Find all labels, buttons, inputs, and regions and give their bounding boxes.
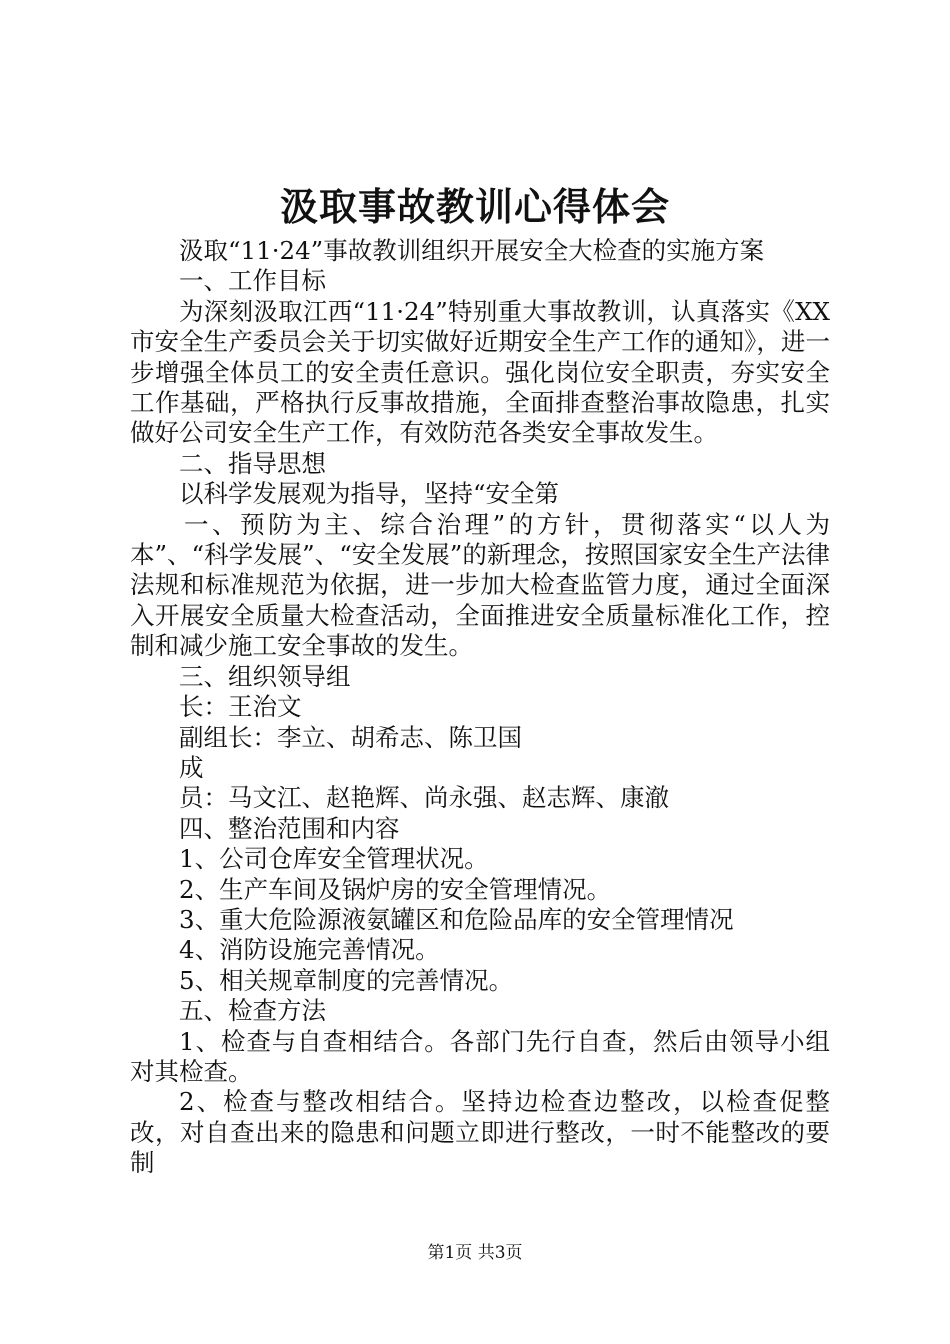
section-heading-goal: 一、工作目标 bbox=[179, 266, 326, 296]
members-label-line: 成 bbox=[179, 752, 204, 782]
document-body bbox=[130, 236, 830, 1179]
scope-item: 4、消防设施完善情况。 bbox=[179, 935, 440, 965]
paragraph-guideline-start: 以科学发展观为指导，坚持“安全第 bbox=[179, 479, 560, 509]
document-title: 汲取事故教训心得体会 bbox=[279, 184, 670, 229]
section-heading-leadership: 三、组织领导组 bbox=[179, 661, 351, 691]
scope-item: 5、相关规章制度的完善情况。 bbox=[179, 965, 514, 995]
section-heading-scope: 四、整治范围和内容 bbox=[179, 813, 400, 843]
section-heading-guideline: 二、指导思想 bbox=[179, 448, 326, 478]
scope-item: 3、重大危险源液氨罐区和危险品库的安全管理情况 bbox=[179, 904, 734, 934]
section-heading-method: 五、检查方法 bbox=[179, 996, 326, 1026]
members-line: 员：马文江、赵艳辉、尚永强、赵志辉、康澈 bbox=[179, 783, 669, 813]
scope-item: 1、公司仓库安全管理状况。 bbox=[179, 844, 489, 874]
page-footer: 第1页 共3页 bbox=[427, 1243, 523, 1263]
deputy-leader-line: 副组长：李立、胡希志、陈卫国 bbox=[179, 722, 522, 752]
leader-line: 长：王治文 bbox=[179, 692, 302, 722]
plan-heading: 汲取“11·24”事故教训组织开展安全大检查的实施方案 bbox=[179, 236, 765, 265]
method-item: 1、检查与自查相结合。各部门先行自查，然后由领导小组对其检查。 bbox=[130, 1026, 830, 1086]
scope-item: 2、生产车间及锅炉房的安全管理情况。 bbox=[179, 874, 612, 904]
paragraph-goal: 为深刻汲取江西“11·24”特别重大事故教训，认真落实《XX市安全生产委员会关于切实做好近期安全生产工作的通知》，进一步增强全体员工的安全责任意识。强化岗位安全职责，夯实安全工作基础，严格执行反事故措施，全面排查整治事故隐患，扎实做好公司安全生产工作，有效防范各类安全事故发生。 bbox=[130, 296, 830, 448]
method-item: 2、检查与整改相结合。坚持边检查边整改，以检查促整改，对自查出来的隐患和问题立即进行整改，一时不能整改的要制 bbox=[130, 1087, 830, 1178]
paragraph-guideline: 一、预防为主、综合治理”的方针，贯彻落实“以人为本”、“科学发展”、“安全发展”的新理念，按照国家安全生产法律法规和标准规范为依据，进一步加大检查监管力度，通过全面深入开展安全质量大检查活动，全面推进安全质量标准化工作，控制和减少施工安全事故的发生。 bbox=[130, 509, 830, 661]
